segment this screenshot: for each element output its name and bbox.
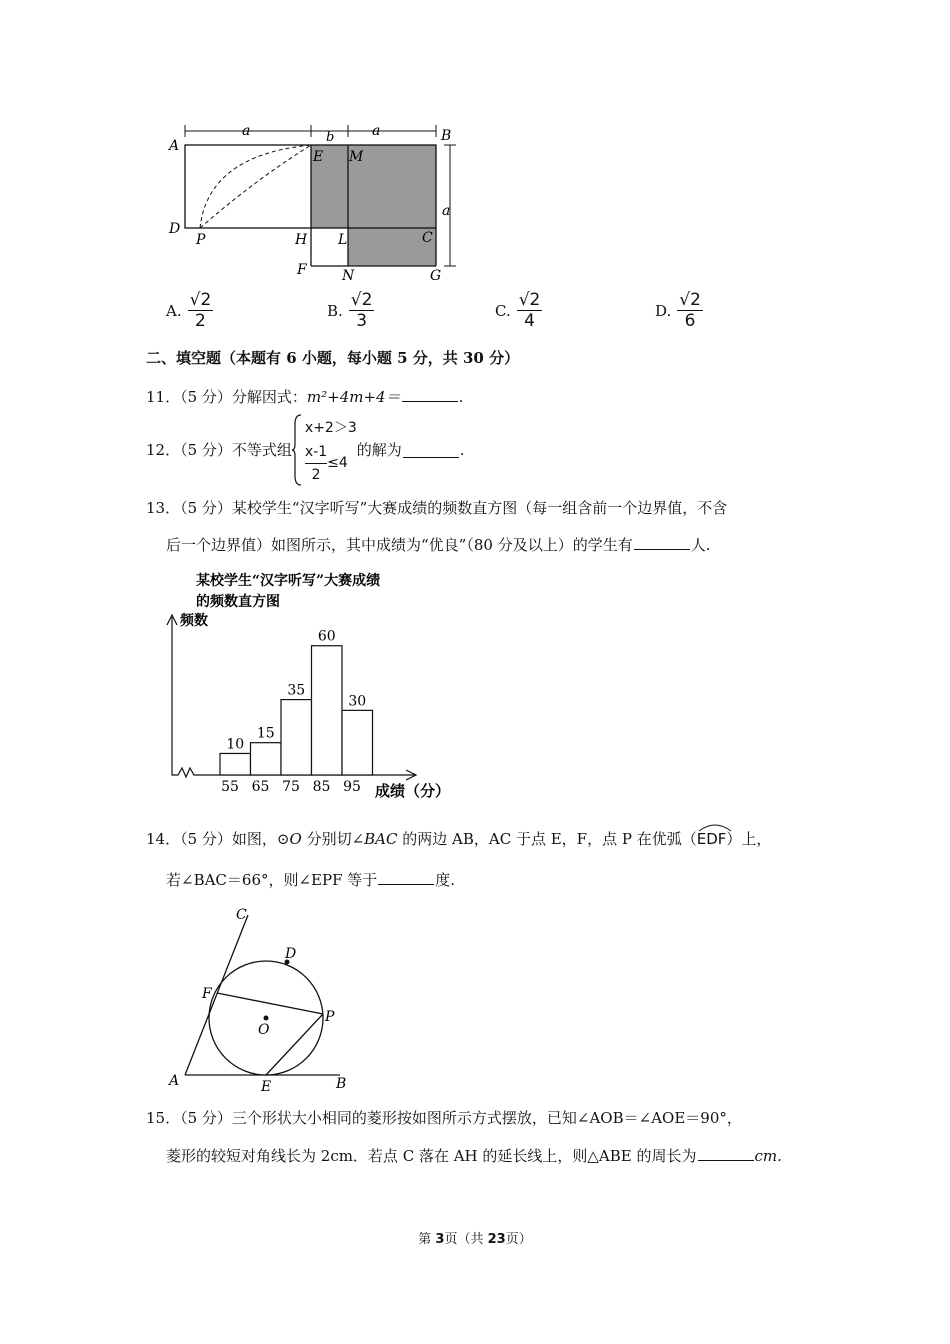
label-b: b <box>326 130 335 145</box>
answer-blank[interactable] <box>402 387 458 402</box>
label-G: G <box>430 268 442 284</box>
section-heading: 二、填空题（本题有 6 小题，每小题 5 分，共 30 分） <box>146 349 520 367</box>
label-F: F <box>202 986 212 1002</box>
label-D: D <box>285 946 297 962</box>
option-b <box>327 290 374 331</box>
bar-value-label: 15 <box>256 725 275 742</box>
option-letter: A. <box>166 301 182 320</box>
x-tick-label: 55 <box>221 779 239 795</box>
x-tick-label: 85 <box>312 779 331 795</box>
label-H: H <box>295 232 308 248</box>
label-F: F <box>297 262 307 278</box>
label-A: A <box>169 1073 180 1089</box>
label-E: E <box>261 1079 272 1095</box>
page-number: 3 <box>435 1232 445 1247</box>
question-12: 12．（5 分）不等式组 x+2＞3 $\frac{x-1}{2}$ ≤4 的解为 . <box>146 414 465 486</box>
histogram-chart <box>150 565 460 805</box>
histogram-bar <box>312 646 343 775</box>
question-11: 11．（5 分）分解因式：m²+4m+4＝ . <box>146 388 464 406</box>
answer-blank[interactable] <box>698 1146 754 1161</box>
histogram-bar <box>220 753 251 775</box>
label-N: N <box>342 268 355 284</box>
label-P: P <box>325 1009 335 1025</box>
inequality-system: x+2＞3 $\frac{x-1}{2}$ ≤4 <box>292 414 357 486</box>
label-B: B <box>441 128 452 144</box>
option-fraction: $\frac{√2}{3}$ <box>350 290 373 331</box>
x-tick-label: 65 <box>251 779 270 795</box>
question-13-line2: 后一个边界值）如图所示，其中成绩为“优良”（80 分及以上）的学生有 人. <box>166 536 711 554</box>
page-total: 23 <box>487 1232 506 1247</box>
option-a <box>166 290 213 331</box>
label-a-right: a <box>372 123 381 139</box>
chart-title-line1: 某校学生“汉字听写”大赛成绩 <box>196 573 381 589</box>
histogram-bar <box>342 710 373 775</box>
chart-title-line2: 的频数直方图 <box>196 594 280 610</box>
bar-value-label: 35 <box>287 682 306 699</box>
answer-blank[interactable] <box>378 870 434 885</box>
label-M: M <box>349 149 364 165</box>
question-14-line1: 14．（5 分）如图，⊙O 分别切∠BAC 的两边 AB，AC 于点 E，F，点 P 在优弧（ EDF）上， <box>146 828 771 850</box>
question-15-line2: 菱形的较短对角线长为 2cm．若点 C 落在 AH 的延长线上，则△ABE 的周长为 cm. <box>166 1147 782 1165</box>
chart-bars <box>220 629 373 795</box>
figure-q14-circle <box>160 900 360 1096</box>
label-D: D <box>169 221 181 237</box>
x-tick-label: 75 <box>282 779 300 795</box>
y-axis-label: 频数 <box>180 613 208 629</box>
option-c <box>495 290 542 331</box>
label-A: A <box>169 138 180 154</box>
label-O: O <box>258 1022 270 1038</box>
x-tick-label: 95 <box>343 779 361 795</box>
label-C: C <box>422 230 433 246</box>
page-footer: 第 3页（共 23页） <box>418 1232 532 1247</box>
label-E: E <box>313 149 324 165</box>
option-letter: C. <box>495 301 511 320</box>
label-a-left: a <box>242 123 251 139</box>
label-a-side: a <box>442 203 451 219</box>
label-P: P <box>196 232 206 248</box>
x-axis-label: 成绩（分） <box>375 782 451 800</box>
question-13-line1: 13．（5 分）某校学生“汉字听写”大赛成绩的频数直方图（每一组含前一个边界值，不含 <box>146 499 728 517</box>
arc-label: EDF <box>696 830 727 848</box>
option-fraction: $\frac{√2}{4}$ <box>518 290 541 331</box>
option-fraction: $\frac{√2}{2}$ <box>189 290 212 331</box>
answer-blank[interactable] <box>403 443 459 458</box>
bar-value-label: 30 <box>348 693 367 710</box>
histogram-bar <box>251 743 282 775</box>
option-d <box>655 290 703 331</box>
figure-q10 <box>160 120 470 290</box>
answer-blank[interactable] <box>634 535 690 550</box>
option-fraction: $\frac{√2}{6}$ <box>679 290 701 331</box>
bar-value-label: 60 <box>317 628 336 645</box>
label-C: C <box>236 907 247 923</box>
option-letter: B. <box>327 301 343 320</box>
question-15-line1: 15．（5 分）三个形状大小相同的菱形按如图所示方式摆放，已知∠AOB＝∠AOE＝90°， <box>146 1109 742 1127</box>
question-14-line2: 若∠BAC＝66°，则∠EPF 等于 度. <box>166 871 456 889</box>
histogram-bar <box>281 700 312 775</box>
option-letter: D. <box>655 301 672 320</box>
label-L: L <box>338 232 348 248</box>
label-B: B <box>336 1076 347 1092</box>
bar-value-label: 10 <box>226 736 245 753</box>
